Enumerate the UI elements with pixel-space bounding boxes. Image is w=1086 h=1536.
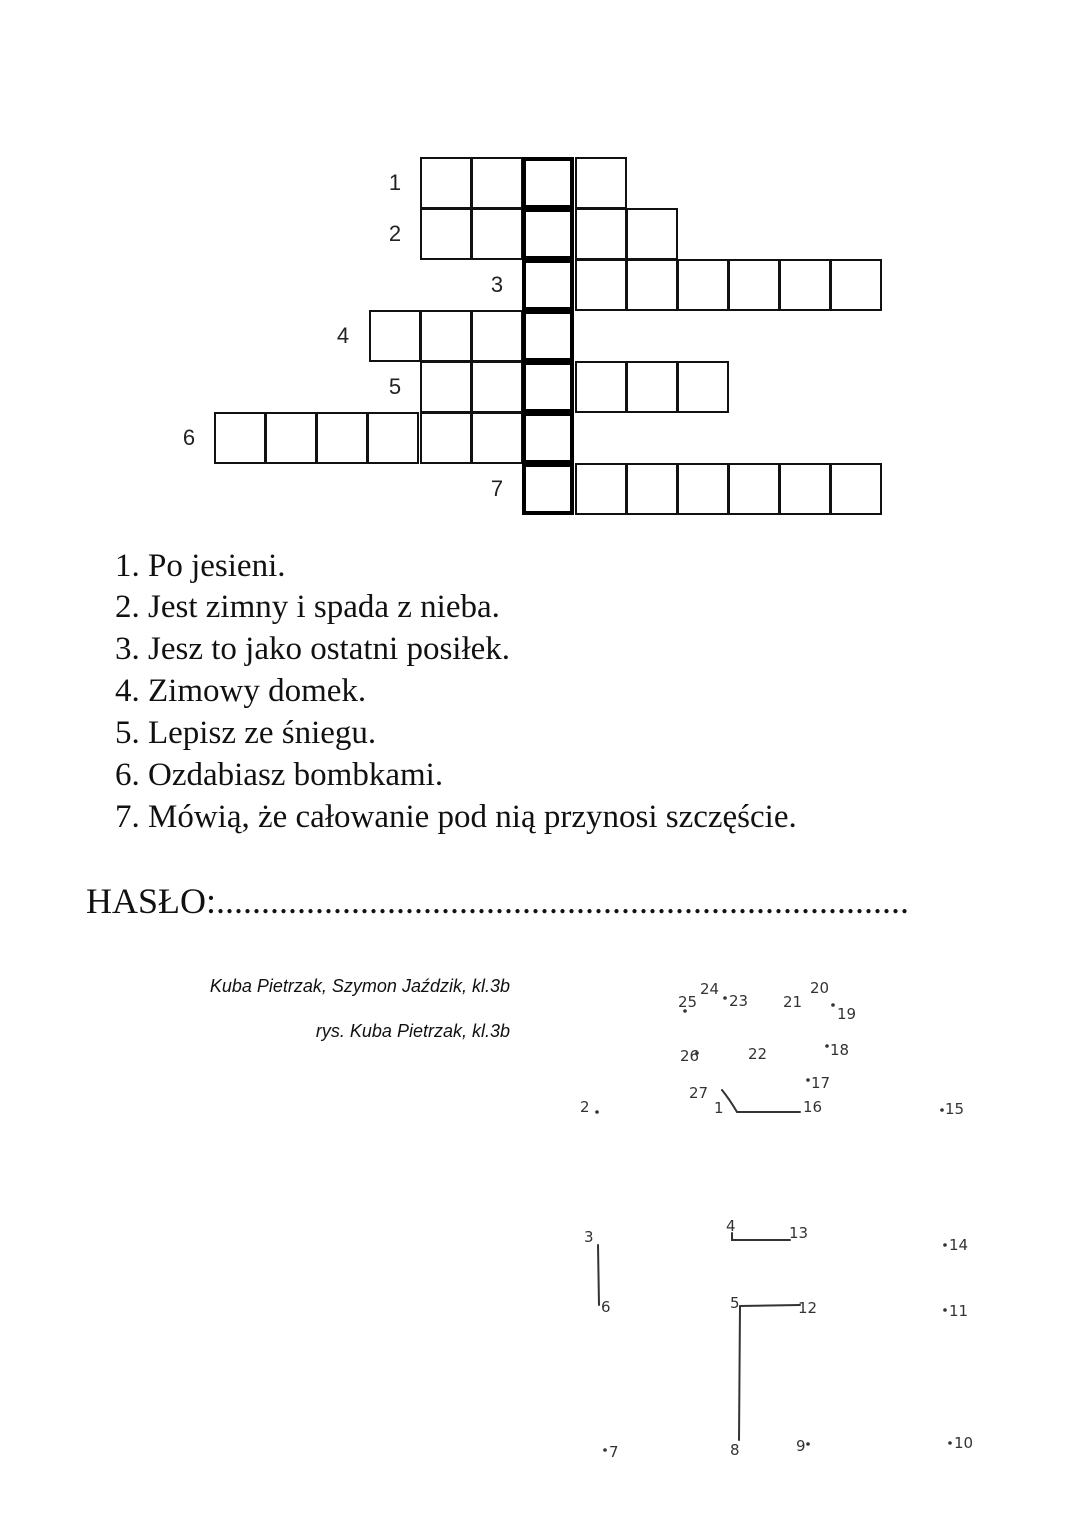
dot bbox=[943, 1243, 947, 1247]
drawn-line bbox=[739, 1306, 740, 1440]
dot-label-26: 26 bbox=[680, 1047, 700, 1065]
clue-number: 2. bbox=[115, 589, 140, 625]
dot-label-6: 6 bbox=[601, 1298, 611, 1316]
dot-label-2: 2 bbox=[580, 1098, 590, 1116]
dot-label-17: 17 bbox=[811, 1074, 831, 1092]
dot-label-20: 20 bbox=[810, 979, 830, 997]
dot-label-25: 25 bbox=[678, 993, 698, 1011]
dot-label-27: 27 bbox=[689, 1084, 709, 1102]
drawn-line bbox=[740, 1305, 800, 1306]
row-label-4: 4 bbox=[336, 323, 350, 348]
dot bbox=[831, 1003, 835, 1007]
dot-label-12: 12 bbox=[798, 1299, 818, 1317]
clue-number: 1. bbox=[115, 548, 140, 584]
crossword-key-cell[interactable] bbox=[522, 361, 574, 413]
dot bbox=[595, 1110, 599, 1114]
clue-number: 4. bbox=[115, 673, 140, 709]
dot bbox=[603, 1448, 607, 1452]
drawn-line bbox=[732, 1233, 790, 1240]
password-dots: ............................................................................. bbox=[216, 881, 910, 921]
drawn-line bbox=[722, 1090, 800, 1112]
crossword-key-cell[interactable] bbox=[522, 208, 574, 260]
dot bbox=[825, 1044, 829, 1048]
dot-label-23: 23 bbox=[729, 992, 749, 1010]
clue-text: Ozdabiasz bombkami. bbox=[148, 757, 444, 793]
clue-number: 6. bbox=[115, 757, 140, 793]
dot-label-21: 21 bbox=[783, 993, 803, 1011]
dot-label-8: 8 bbox=[730, 1441, 740, 1459]
dot-label-5: 5 bbox=[730, 1294, 740, 1312]
dot-label-19: 19 bbox=[837, 1005, 857, 1023]
clue-number: 5. bbox=[115, 715, 140, 751]
dot-label-7: 7 bbox=[609, 1443, 619, 1461]
row-label-2: 2 bbox=[388, 221, 402, 246]
clue-text: Jest zimny i spada z nieba. bbox=[148, 589, 500, 625]
dot bbox=[948, 1441, 952, 1445]
dot-label-9: 9 bbox=[796, 1437, 806, 1455]
clue-text: Mówią, że całowanie pod nią przynosi szczęście. bbox=[148, 799, 797, 835]
password-label: HASŁO: bbox=[86, 881, 217, 921]
dot bbox=[806, 1078, 810, 1082]
crossword-key-cell[interactable] bbox=[522, 310, 574, 362]
dot-label-11: 11 bbox=[949, 1302, 969, 1320]
dot-label-4: 4 bbox=[726, 1217, 736, 1235]
clue-text: Zimowy domek. bbox=[148, 673, 367, 709]
dot bbox=[806, 1442, 810, 1446]
dot-label-16: 16 bbox=[803, 1098, 823, 1116]
row-label-5: 5 bbox=[388, 374, 402, 399]
row-label-6: 6 bbox=[182, 425, 196, 450]
row-label-3: 3 bbox=[490, 272, 504, 297]
dot-label-14: 14 bbox=[949, 1236, 969, 1254]
dot bbox=[723, 996, 727, 1000]
crossword-key-cell[interactable] bbox=[522, 412, 574, 464]
clue-text: Jesz to jako ostatni posiłek. bbox=[148, 631, 511, 667]
dot-label-18: 18 bbox=[830, 1041, 850, 1059]
dot-label-1: 1 bbox=[714, 1099, 724, 1117]
crossword-key-cell[interactable] bbox=[522, 259, 574, 311]
dot-label-3: 3 bbox=[584, 1228, 594, 1246]
dot-label-10: 10 bbox=[954, 1434, 974, 1452]
dot bbox=[940, 1108, 944, 1112]
row-label-7: 7 bbox=[490, 476, 504, 501]
drawn-line bbox=[598, 1245, 599, 1305]
row-label-1: 1 bbox=[388, 170, 402, 195]
dot bbox=[943, 1308, 947, 1312]
dot-label-24: 24 bbox=[700, 980, 720, 998]
clue-text: Po jesieni. bbox=[148, 548, 286, 584]
authors-credit: Kuba Pietrzak, Szymon Jaździk, kl.3b bbox=[209, 976, 510, 996]
clue-number: 3. bbox=[115, 631, 140, 667]
dot-label-22: 22 bbox=[748, 1045, 768, 1063]
drawing-credit: rys. Kuba Pietrzak, kl.3b bbox=[315, 1021, 510, 1041]
dot-label-15: 15 bbox=[945, 1100, 965, 1118]
clue-text: Lepisz ze śniegu. bbox=[148, 715, 377, 751]
clue-number: 7. bbox=[115, 799, 140, 835]
dot-label-13: 13 bbox=[789, 1224, 809, 1242]
crossword-key-cell[interactable] bbox=[522, 463, 574, 515]
crossword-key-cell[interactable] bbox=[522, 157, 574, 209]
